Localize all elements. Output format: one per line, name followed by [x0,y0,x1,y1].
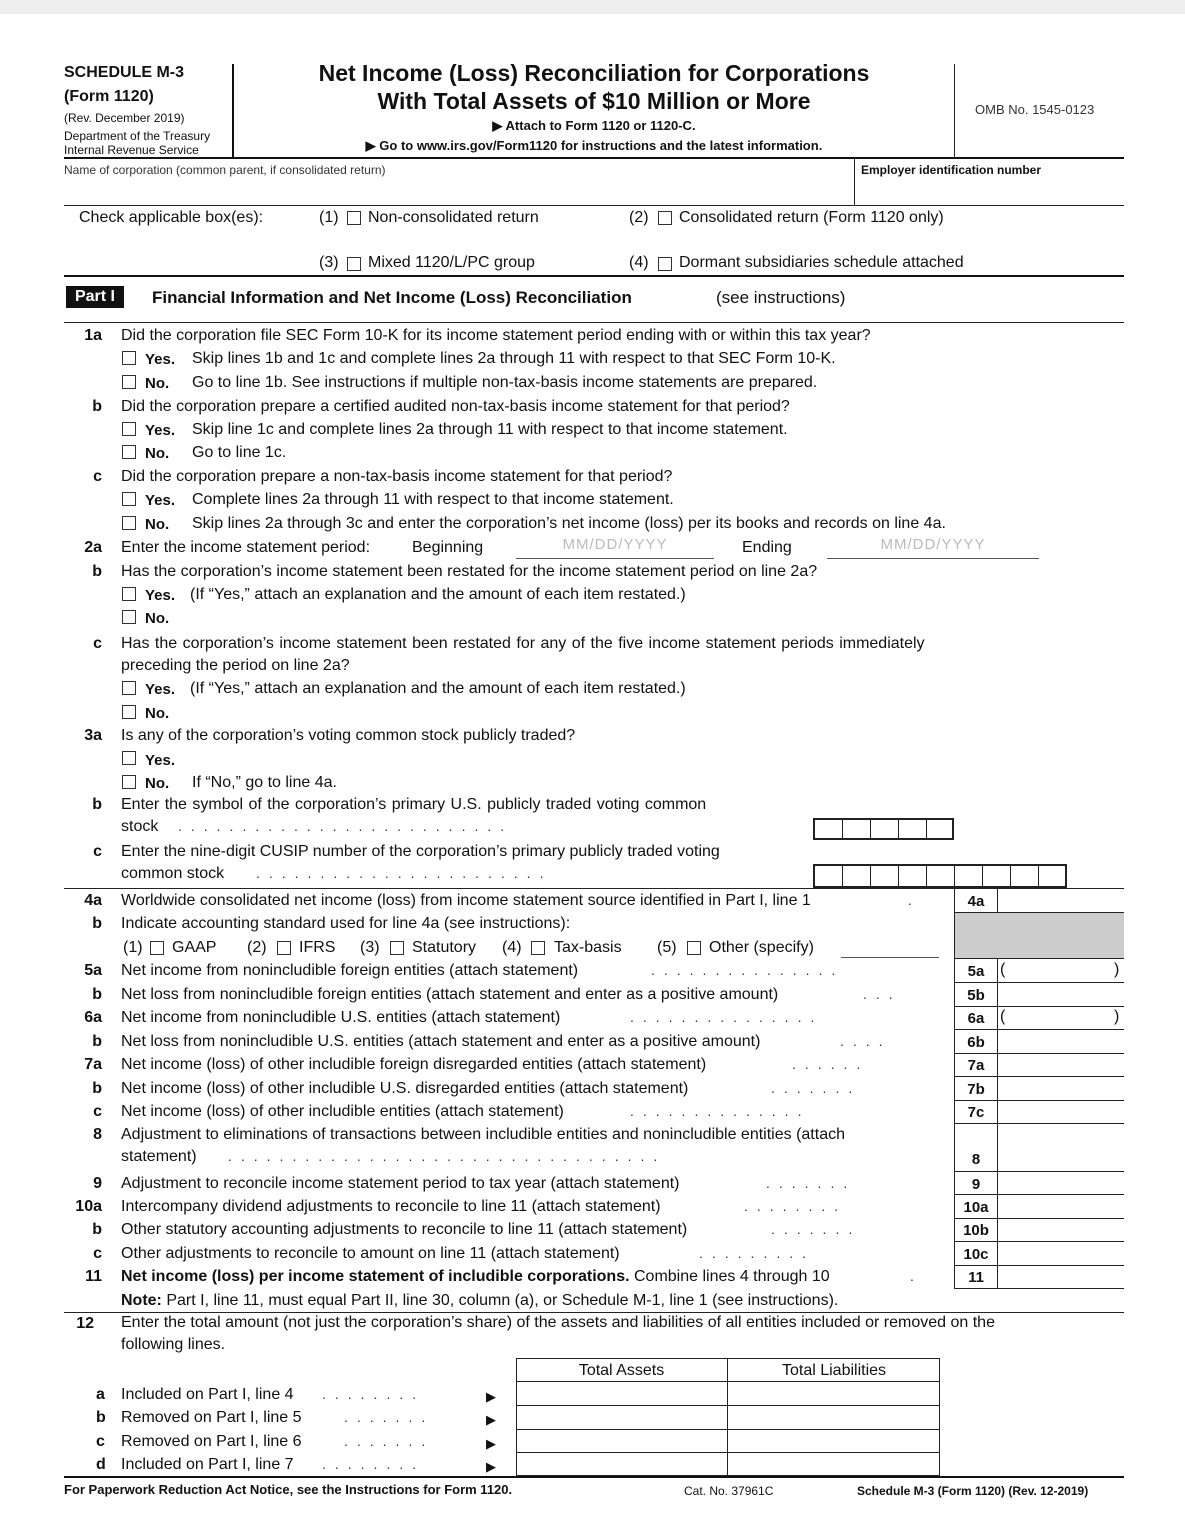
line-3c-text-1: Enter the nine-digit CUSIP number of the corporation’s primary publicly traded voting [121,843,720,860]
table-row-rule-a [516,1405,940,1406]
line-7c-leader: .............. [630,1103,811,1119]
line-3a-no-text: If “No,” go to line 4a. [192,774,337,791]
line-12d-label: Included on Part I, line 7 [121,1456,294,1473]
line-1a-text: Did the corporation file SEC Form 10-K for its income statement period ending with or within this tax year? [121,327,871,344]
cusip-cell[interactable] [899,866,927,886]
line-12-text-2: following lines. [121,1336,226,1353]
line-6b-amount[interactable] [999,1031,1123,1053]
ticker-cell[interactable] [899,820,927,838]
other-standard-checkbox[interactable] [687,941,701,955]
line-8-text-1: Adjustment to eliminations of transactions between includible entities and nonincludible entities (attach [121,1126,845,1143]
other-standard-specify-field[interactable] [841,936,939,958]
box-7a-label: 7a [967,1057,985,1074]
box-7b-label: 7b [967,1081,985,1098]
line-2c-number: c [93,635,102,652]
gaap-checkbox[interactable] [150,941,164,955]
schedule-name: SCHEDULE M-3 [64,64,185,81]
line-4b-number: b [92,915,102,932]
row-rule-5a [954,982,1124,983]
ticker-symbol-boxes[interactable] [813,818,954,840]
line-6a-number: 6a [84,1009,102,1026]
line-8-leader: .................................. [228,1148,667,1164]
line-5b-number: b [92,986,102,1003]
line-5a-text: Net income from nonincludible foreign entities (attach statement) [121,962,579,979]
line-12d-total-liabilities[interactable] [730,1454,938,1476]
line-1c-number: c [93,468,102,485]
line-11-leader: . [910,1268,923,1284]
dormant-subsidiaries-checkbox[interactable] [658,257,672,271]
line-1c-yes-label: Yes. [145,492,176,509]
cusip-cell[interactable] [927,866,955,886]
line-12c-letter: c [96,1433,105,1450]
line-1a-yes-text: Skip lines 1b and 1c and complete lines 2a through 11 with respect to that SEC Form 10-K. [192,350,836,367]
box-9-label: 9 [971,1176,981,1193]
line-8-text-2: statement) [121,1148,197,1165]
line-3b-text-2: stock [121,818,159,835]
line-6a-leader: ............... [630,1009,824,1025]
box-6b-label: 6b [967,1034,985,1051]
line-10c-text: Other adjustments to reconcile to amount on line 11 (attach statement) [121,1245,620,1262]
line-10c-number: c [93,1245,102,1262]
line-10c-leader: ......... [699,1245,816,1261]
box-10b-label: 10b [963,1222,989,1239]
ticker-cell[interactable] [843,820,871,838]
line-12d-letter: d [96,1456,106,1473]
line-7c-amount[interactable] [999,1101,1123,1123]
line-1a-yes-label: Yes. [145,351,176,368]
ticker-cell[interactable] [815,820,843,838]
line-11-amount[interactable] [999,1266,1123,1288]
box-5a-label: 5a [967,963,985,980]
table-header-rule [516,1381,940,1382]
line-12a-total-assets[interactable] [518,1383,725,1405]
line-10a-text: Intercompany dividend adjustments to reconcile to line 11 (attach statement) [121,1198,661,1215]
line-10a-leader: ........ [744,1198,848,1214]
line-2a-beginning-label: Beginning [412,539,484,556]
tax-basis-label: Tax-basis [554,939,622,956]
irs-label: Internal Revenue Service [64,143,199,157]
period-ending-placeholder: MM/DD/YYYY [880,536,986,553]
tax-basis-checkbox[interactable] [531,941,545,955]
box-11-label: 11 [968,1269,984,1286]
standard-5-number: (5) [657,939,677,956]
line-12b-letter: b [96,1409,106,1426]
line-12b-arrow: ▶ [486,1412,496,1427]
line-1b-yes-checkbox[interactable] [122,422,136,436]
line-1b-yes-label: Yes. [145,422,176,439]
line-3a-yes-checkbox[interactable] [122,751,136,765]
line-6a-open-paren: ( [1000,1008,1006,1025]
line-9-amount[interactable] [999,1173,1123,1195]
line-10b-number: b [92,1221,102,1238]
line-12-number: 12 [76,1315,94,1332]
box-4a-label: 4a [967,893,985,910]
line-6a-amount[interactable] [1008,1007,1112,1029]
line-2c-yes-label: Yes. [145,681,176,698]
form-title-line2: With Total Assets of $10 Million or More [377,88,811,114]
line-4a-number: 4a [84,892,102,909]
line-10b-text: Other statutory accounting adjustments to reconcile to line 11 (attach statement) [121,1221,688,1238]
line-5a-open-paren: ( [1000,961,1006,978]
total-assets-header: Total Assets [578,1362,665,1379]
standard-4-number: (4) [502,939,522,956]
line-7a-amount[interactable] [999,1054,1123,1076]
line-3b-leader: .......................... [178,818,514,834]
line-7a-leader: ...... [792,1056,870,1072]
line-5a-amount[interactable] [1008,960,1112,982]
option-3-number: (3) [319,254,339,271]
line-2b-yes-checkbox[interactable] [122,587,136,601]
box-10c-label: 10c [963,1246,989,1263]
header-bottom-rule [64,157,1124,159]
line-12c-label: Removed on Part I, line 6 [121,1433,302,1450]
line-7a-text: Net income (loss) of other includible foreign disregarded entities (attach statement) [121,1056,707,1073]
standard-2-number: (2) [247,939,267,956]
line-2a-text: Enter the income statement period: [121,539,371,556]
line-1a-number: 1a [84,327,102,344]
box-10a-label: 10a [963,1199,989,1216]
statutory-checkbox[interactable] [390,941,404,955]
attach-instruction: ▶ Attach to Form 1120 or 1120-C. [492,118,696,133]
form-title-line1: Net Income (Loss) Reconciliation for Corporations [318,60,870,86]
header-divider-right [954,64,955,157]
line-1a-yes-checkbox[interactable] [122,351,136,365]
line-6b-leader: .... [840,1033,892,1049]
line-10c-amount[interactable] [999,1243,1123,1265]
line-12d-arrow: ▶ [486,1459,496,1474]
note-bold: Note: [121,1292,162,1309]
line-9-number: 9 [93,1175,102,1192]
line-2b-text: Has the corporation’s income statement been restated for the income statement period on line 2a? [121,563,818,580]
line-8-amount[interactable] [999,1148,1123,1170]
row-rule-4b [954,958,1124,959]
part1-note: (see instructions) [716,288,846,307]
non-consolidated-label: Non-consolidated return [368,209,539,226]
row-rule-7a [954,1076,1124,1077]
line-1b-text: Did the corporation prepare a certified audited non-tax-basis income statement for that period? [121,398,790,415]
line-11-number: 11 [85,1268,102,1285]
row-rule-6a [954,1029,1124,1030]
cusip-cell[interactable] [1011,866,1039,886]
line-3a-no-label: No. [145,775,170,792]
footer-schedule-id: Schedule M-3 (Form 1120) (Rev. 12-2019) [857,1484,1089,1498]
line-6b-number: b [92,1033,102,1050]
line-10b-leader: ....... [771,1221,862,1237]
period-ending-field[interactable] [827,536,1039,559]
line-2a-number: 2a [84,539,102,556]
section-rule-4 [64,888,1124,889]
line-6a-close-paren: ) [1114,1008,1120,1025]
part1-tag: Part I [66,286,124,308]
box-6a-label: 6a [967,1010,985,1027]
line-1c-no-label: No. [145,516,170,533]
total-liabilities-header: Total Liabilities [781,1362,887,1379]
line-6a-text: Net income from nonincludible U.S. entities (attach statement) [121,1009,561,1026]
line-9-leader: ....... [766,1175,857,1191]
line-3a-yes-label: Yes. [145,752,176,769]
line-12c-total-assets[interactable] [518,1431,725,1453]
period-beginning-field[interactable] [516,536,714,559]
line-1b-yes-text: Skip line 1c and complete lines 2a through 11 with respect to that income statement. [192,421,788,438]
part1-top-rule [64,275,1124,277]
ein-field[interactable] [860,180,1120,204]
name-row-rule [64,205,1124,206]
line-3b-text-1: Enter the symbol of the corporation’s primary U.S. publicly traded voting common [121,796,707,813]
line-2c-yes-checkbox[interactable] [122,681,136,695]
line-5b-leader: ... [863,986,902,1002]
line-3c-leader: ....................... [256,865,553,881]
line-1a-no-label: No. [145,375,170,392]
line-1c-no-text: Skip lines 2a through 3c and enter the corporation’s net income (loss) per its books and records on line 4a. [192,515,946,532]
line-12a-arrow: ▶ [486,1389,496,1404]
period-beginning-placeholder: MM/DD/YYYY [562,536,668,553]
row-rule-11 [954,1288,1124,1289]
line-12a-label: Included on Part I, line 4 [121,1386,294,1403]
check-boxes-label: Check applicable box(es): [79,209,264,226]
line-12a-letter: a [96,1386,105,1403]
row-rule-4a [954,912,1124,913]
option-1-number: (1) [319,209,339,226]
cusip-cell[interactable] [955,866,983,886]
cusip-cell[interactable] [843,866,871,886]
catalog-number: Cat. No. 37961C [684,1484,774,1498]
line-2b-no-checkbox[interactable] [122,610,136,624]
line-7b-number: b [92,1080,102,1097]
footer-rule [64,1476,1124,1478]
top-bar [0,0,1185,14]
line-4a-leader: . [908,892,921,908]
line-12b-total-liabilities[interactable] [730,1407,938,1429]
line-12b-leader: ....... [344,1409,435,1425]
line-11-note [121,1292,838,1310]
line-2c-text-1: Has the corporation’s income statement been restated for any of the five income statement periods immediately [121,635,925,652]
corporation-name-field[interactable] [64,180,844,204]
line-4a-amount[interactable] [999,890,1123,912]
row-rule-10b [954,1241,1124,1242]
line-6b-text: Net loss from nonincludible U.S. entities (attach statement and enter as a positive amount) [121,1033,761,1050]
line-8-number: 8 [93,1126,102,1143]
line-1b-no-label: No. [145,445,170,462]
line-3a-number: 3a [84,727,102,744]
line-12d-total-assets[interactable] [518,1454,725,1476]
line-5a-close-paren: ) [1114,961,1120,978]
line-2a-ending-label: Ending [742,539,792,556]
cusip-cell[interactable] [871,866,899,886]
line-3c-number: c [93,843,102,860]
box-8-label: 8 [971,1151,981,1168]
part1-title: Financial Information and Net Income (Loss) Reconciliation [152,288,632,307]
line-1a-no-checkbox[interactable] [122,375,136,389]
section-rule-12 [64,1312,1124,1313]
shaded-cell [955,913,1124,958]
line-7b-leader: ....... [771,1080,862,1096]
gaap-label: GAAP [172,939,217,956]
line-2b-yes-label: Yes. [145,587,176,604]
consolidated-label: Consolidated return (Form 1120 only) [679,209,944,226]
line-9-text: Adjustment to reconcile income statement period to tax year (attach statement) [121,1175,680,1192]
other-standard-label: Other (specify) [709,939,814,956]
line-5b-amount[interactable] [999,984,1123,1006]
line-7c-text: Net income (loss) of other includible entities (attach statement) [121,1103,564,1120]
standard-1-number: (1) [123,939,143,956]
department: Department of the Treasury [64,129,211,143]
standard-3-number: (3) [360,939,380,956]
line-2c-text-2: preceding the period on line 2a? [121,657,350,674]
line-4a-text: Worldwide consolidated net income (loss) from income statement source identified in Part I, line 1 [121,892,811,909]
line-1b-no-checkbox[interactable] [122,445,136,459]
option-4-number: (4) [629,254,649,271]
line-1c-yes-checkbox[interactable] [122,492,136,506]
line-12c-leader: ....... [344,1433,435,1449]
consolidated-checkbox[interactable] [658,211,672,225]
ifrs-checkbox[interactable] [277,941,291,955]
ticker-cell[interactable] [871,820,899,838]
line-5b-text: Net loss from nonincludible foreign entities (attach statement and enter as a positive amount) [121,986,779,1003]
ifrs-label: IFRS [299,939,336,956]
line-2c-yes-text: (If “Yes,” attach an explanation and the amount of each item restated.) [190,680,686,697]
line-12c-total-liabilities[interactable] [730,1431,938,1453]
line-2b-number: b [92,563,102,580]
line-12a-total-liabilities[interactable] [730,1383,938,1405]
line-10a-number: 10a [75,1198,102,1215]
line-7b-text: Net income (loss) of other includible U.S. disregarded entities (attach statement) [121,1080,689,1097]
part1-bottom-rule [64,322,1124,323]
line-2b-no-label: No. [145,610,170,627]
line-12c-arrow: ▶ [486,1436,496,1451]
option-2-number: (2) [629,209,649,226]
line-7b-amount[interactable] [999,1078,1123,1100]
line-1c-no-checkbox[interactable] [122,516,136,530]
mixed-group-label: Mixed 1120/L/PC group [368,254,535,271]
line-12d-leader: ........ [322,1456,426,1472]
line-12b-total-assets[interactable] [518,1407,725,1429]
line-2b-yes-text: (If “Yes,” attach an explanation and the amount of each item restated.) [190,586,686,603]
goto-instruction: ▶ Go to www.irs.gov/Form1120 for instructions and the latest information. [365,138,823,153]
cusip-cell[interactable] [983,866,1011,886]
ein-divider [854,158,855,206]
line-1b-no-text: Go to line 1c. [192,444,287,461]
line-11-bold-text: Net income (loss) per income statement of includible corporations. [121,1268,630,1285]
line-7a-number: 7a [84,1056,102,1073]
row-rule-8 [954,1171,1124,1172]
ein-label: Employer identification number [861,163,1042,177]
line-12-text-1: Enter the total amount (not just the corporation’s share) of the assets and liabilities of all entities included or removed on the [121,1314,995,1331]
paperwork-notice: For Paperwork Reduction Act Notice, see the Instructions for Form 1120. [64,1482,513,1497]
statutory-label: Statutory [412,939,477,956]
line-1c-yes-text: Complete lines 2a through 11 with respect to that income statement. [192,491,674,508]
line-11-rest-text: Combine lines 4 through 10 [633,1268,830,1285]
line-4b-text: Indicate accounting standard used for line 4a (see instructions): [121,915,571,932]
line-1c-text: Did the corporation prepare a non-tax-basis income statement for that period? [121,468,673,485]
line-7c-number: c [93,1103,102,1120]
line-1a-no-text: Go to line 1b. See instructions if multiple non-tax-basis income statements are prepared. [192,374,818,391]
non-consolidated-checkbox[interactable] [347,211,361,225]
line-10a-amount[interactable] [999,1196,1123,1218]
line-3b-number: b [92,796,102,813]
row-rule-7c [954,1123,1124,1124]
line-2c-no-checkbox[interactable] [122,705,136,719]
line-3a-no-checkbox[interactable] [122,775,136,789]
table-row-rule-b [516,1429,940,1430]
line-5a-number: 5a [84,962,102,979]
line-1b-number: b [92,398,102,415]
form-number: (Form 1120) [64,88,154,105]
dormant-subsidiaries-label: Dormant subsidiaries schedule attached [679,254,964,271]
line-12b-label: Removed on Part I, line 5 [121,1409,302,1426]
box-7c-label: 7c [967,1104,985,1121]
note-text: Part I, line 11, must equal Part II, line 30, column (a), or Schedule M-1, line 1 (see instructions). [166,1292,839,1309]
line-12a-leader: ........ [322,1386,426,1402]
revision-date: (Rev. December 2019) [64,111,185,125]
corporation-name-label: Name of corporation (common parent, if consolidated return) [64,163,386,177]
line-11-text [121,1268,830,1286]
line-10b-amount[interactable] [999,1219,1123,1241]
omb-number: OMB No. 1545-0123 [975,102,1095,117]
line-5a-leader: ............... [651,962,845,978]
mixed-group-checkbox[interactable] [347,257,361,271]
line-3c-text-2: common stock [121,865,225,882]
box-5b-label: 5b [967,987,985,1004]
cusip-number-boxes[interactable] [813,864,1067,888]
line-3a-text: Is any of the corporation’s voting common stock publicly traded? [121,727,576,744]
line-2c-no-label: No. [145,705,170,722]
cusip-cell[interactable] [815,866,843,886]
